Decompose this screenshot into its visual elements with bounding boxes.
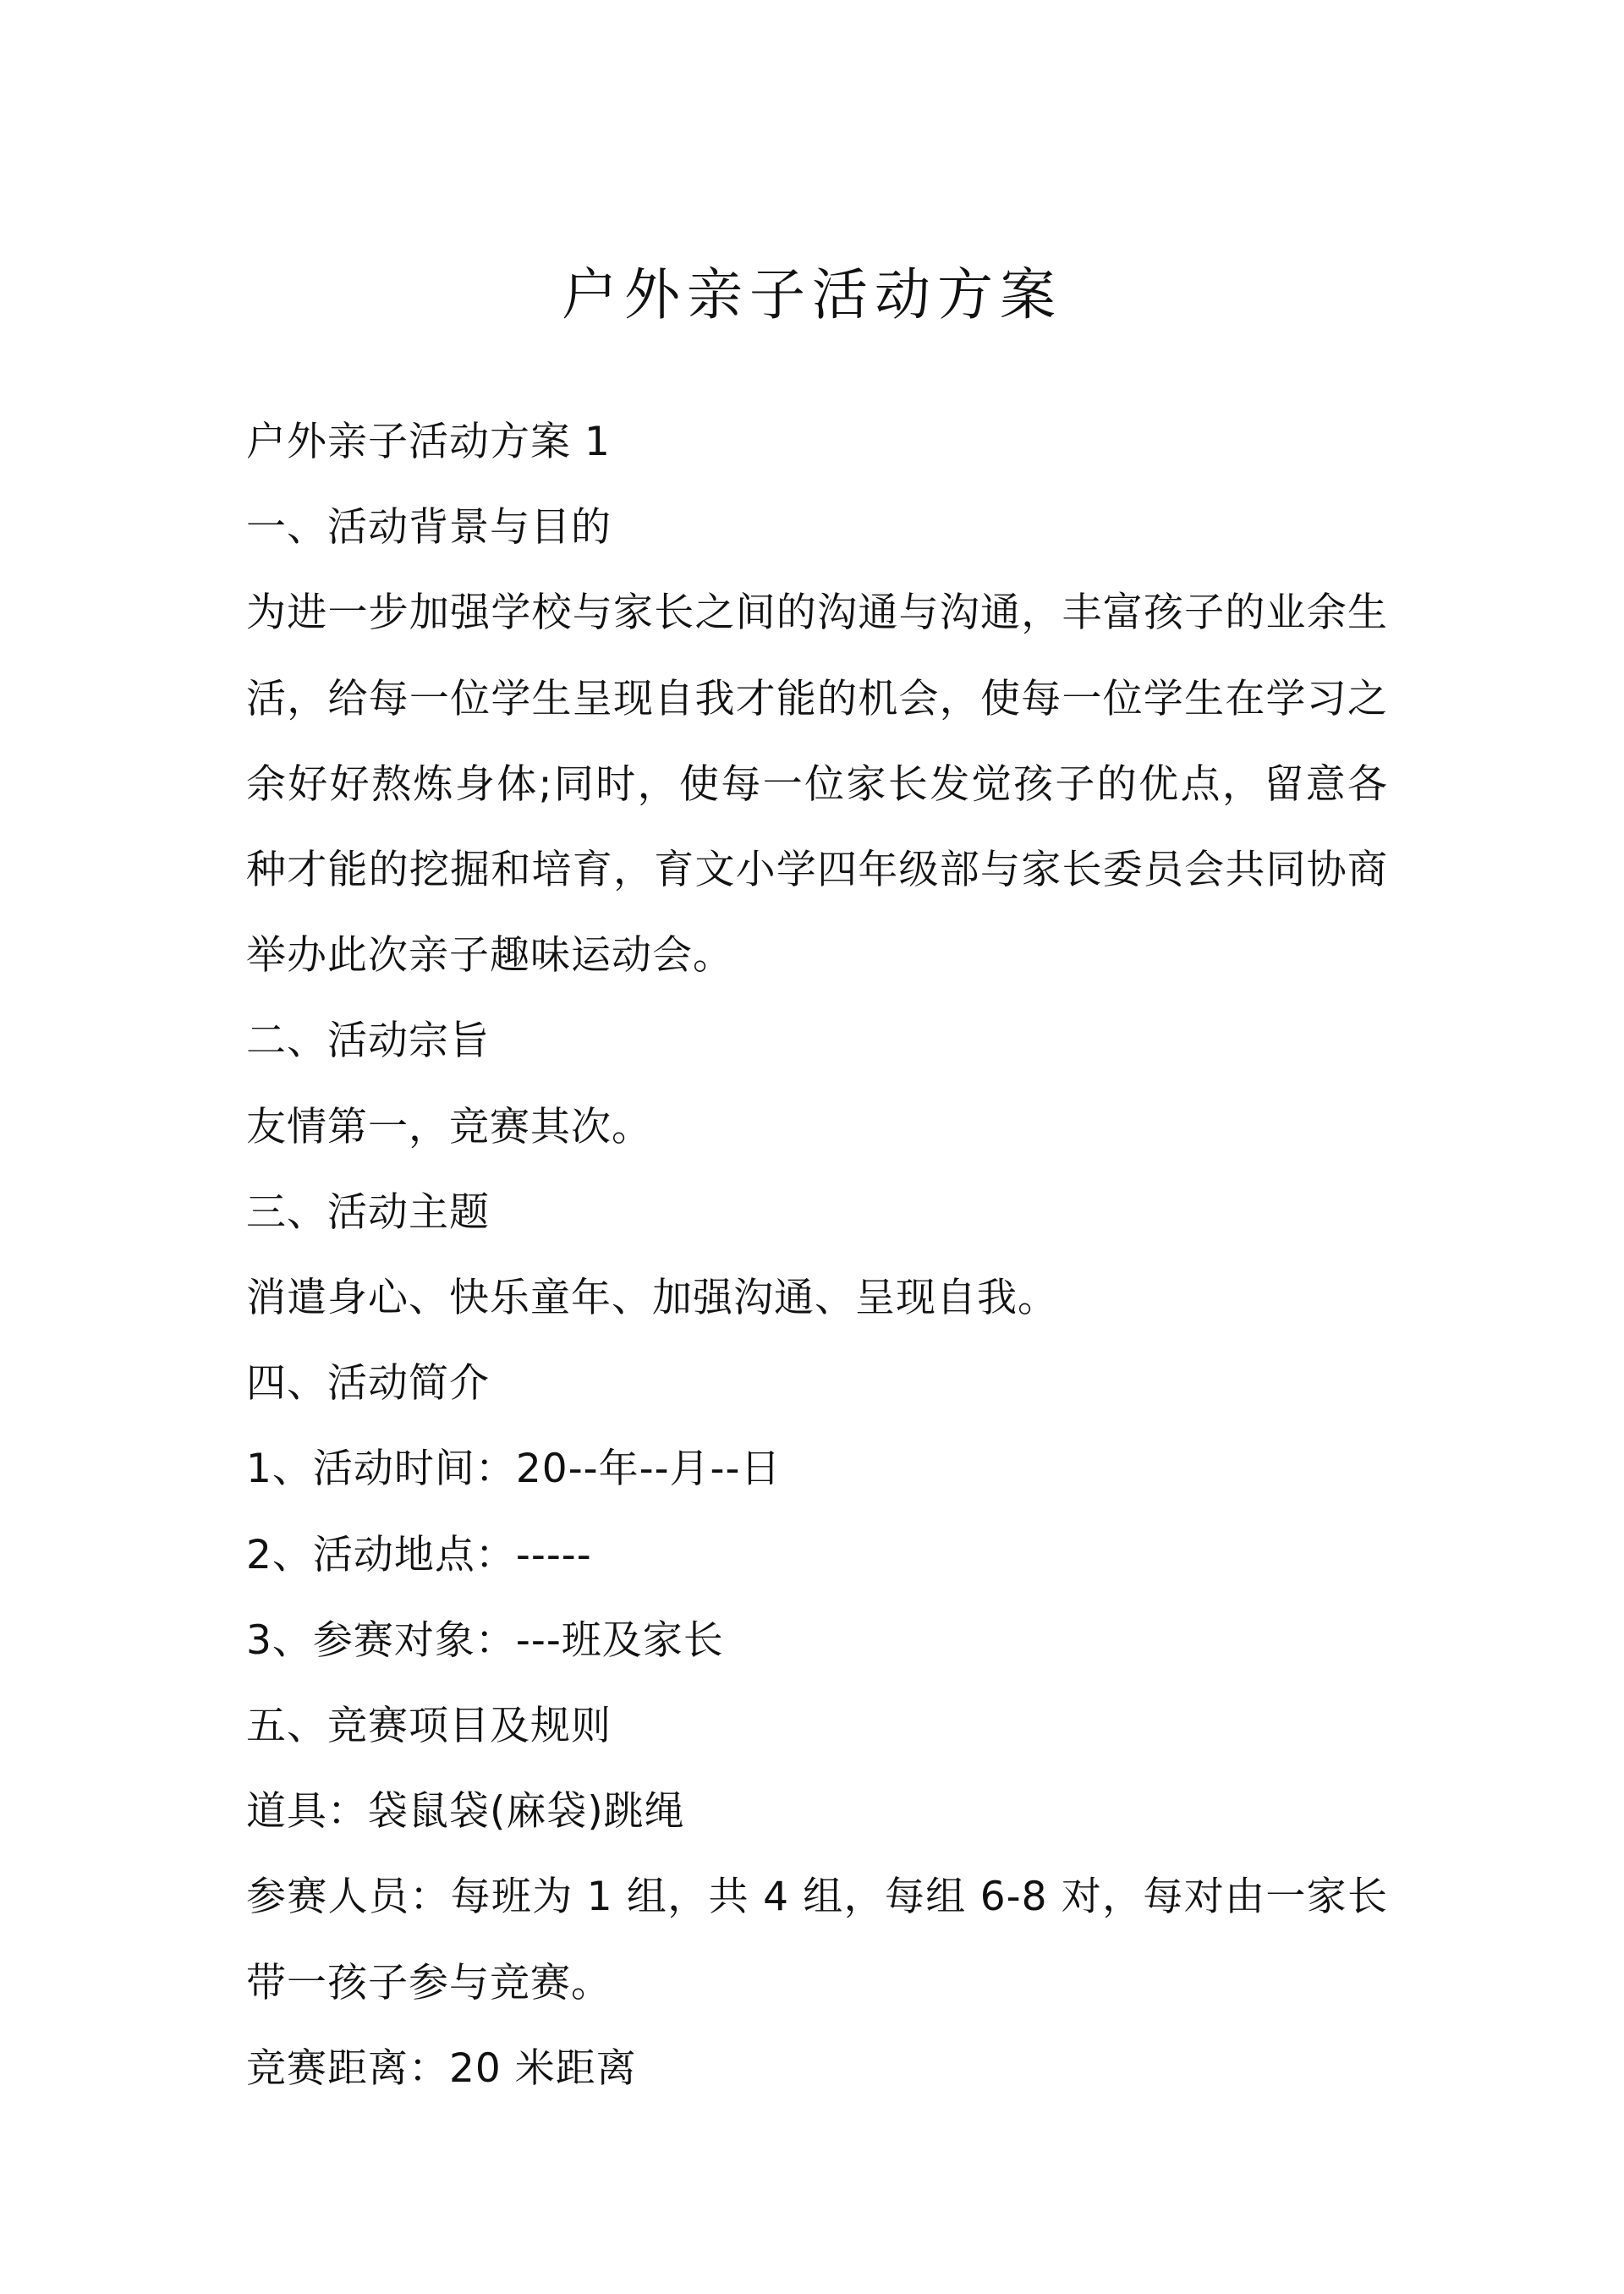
theme-text: 消遣身心、快乐童年、加强沟通、呈现自我。 (246, 1275, 1058, 1322)
section-heading-theme: 三、活动主题 (246, 1188, 490, 1236)
section-heading-events: 五、竞赛项目及规则 (246, 1703, 612, 1750)
background-paragraph: 为进一步加强学校与家长之间的沟通与沟通，丰富孩子的业余生活，给每一位学生呈现自我才能的机会，使每一位学生在学习之余好好熬炼身体;同时，使每一位家长发觉孩子的优点，留意各种才能的挖掘和培育，育文小学四年级部与家长委员会共同协商举办此次亲子趣味运动会。 (246, 590, 1388, 980)
section-heading-intro: 四、活动简介 (246, 1360, 490, 1408)
events-participants: 参赛人员：每班为 1 组，共 4 组，每组 6-8 对，每对由一家长带一孩子参与竞赛。 (246, 1874, 1388, 2006)
events-distance: 竞赛距离：20 米距离 (246, 2044, 637, 2092)
document-body (246, 399, 1388, 2111)
section-heading-background: 一、活动背景与目的 (246, 504, 612, 552)
section-heading-purpose: 二、活动宗旨 (246, 1018, 490, 1065)
intro-location: 2、活动地点：----- (246, 1531, 592, 1578)
plan-subtitle: 户外亲子活动方案 1 (246, 419, 611, 465)
intro-participants: 3、参赛对象：---班及家长 (246, 1616, 724, 1664)
intro-time: 1、活动时间：20--年--月--日 (246, 1446, 782, 1493)
purpose-text: 友情第一，竞赛其次。 (246, 1103, 652, 1150)
events-props: 道具：袋鼠袋(麻袋)跳绳 (246, 1788, 685, 1836)
document-title: 户外亲子活动方案 (562, 262, 1062, 327)
